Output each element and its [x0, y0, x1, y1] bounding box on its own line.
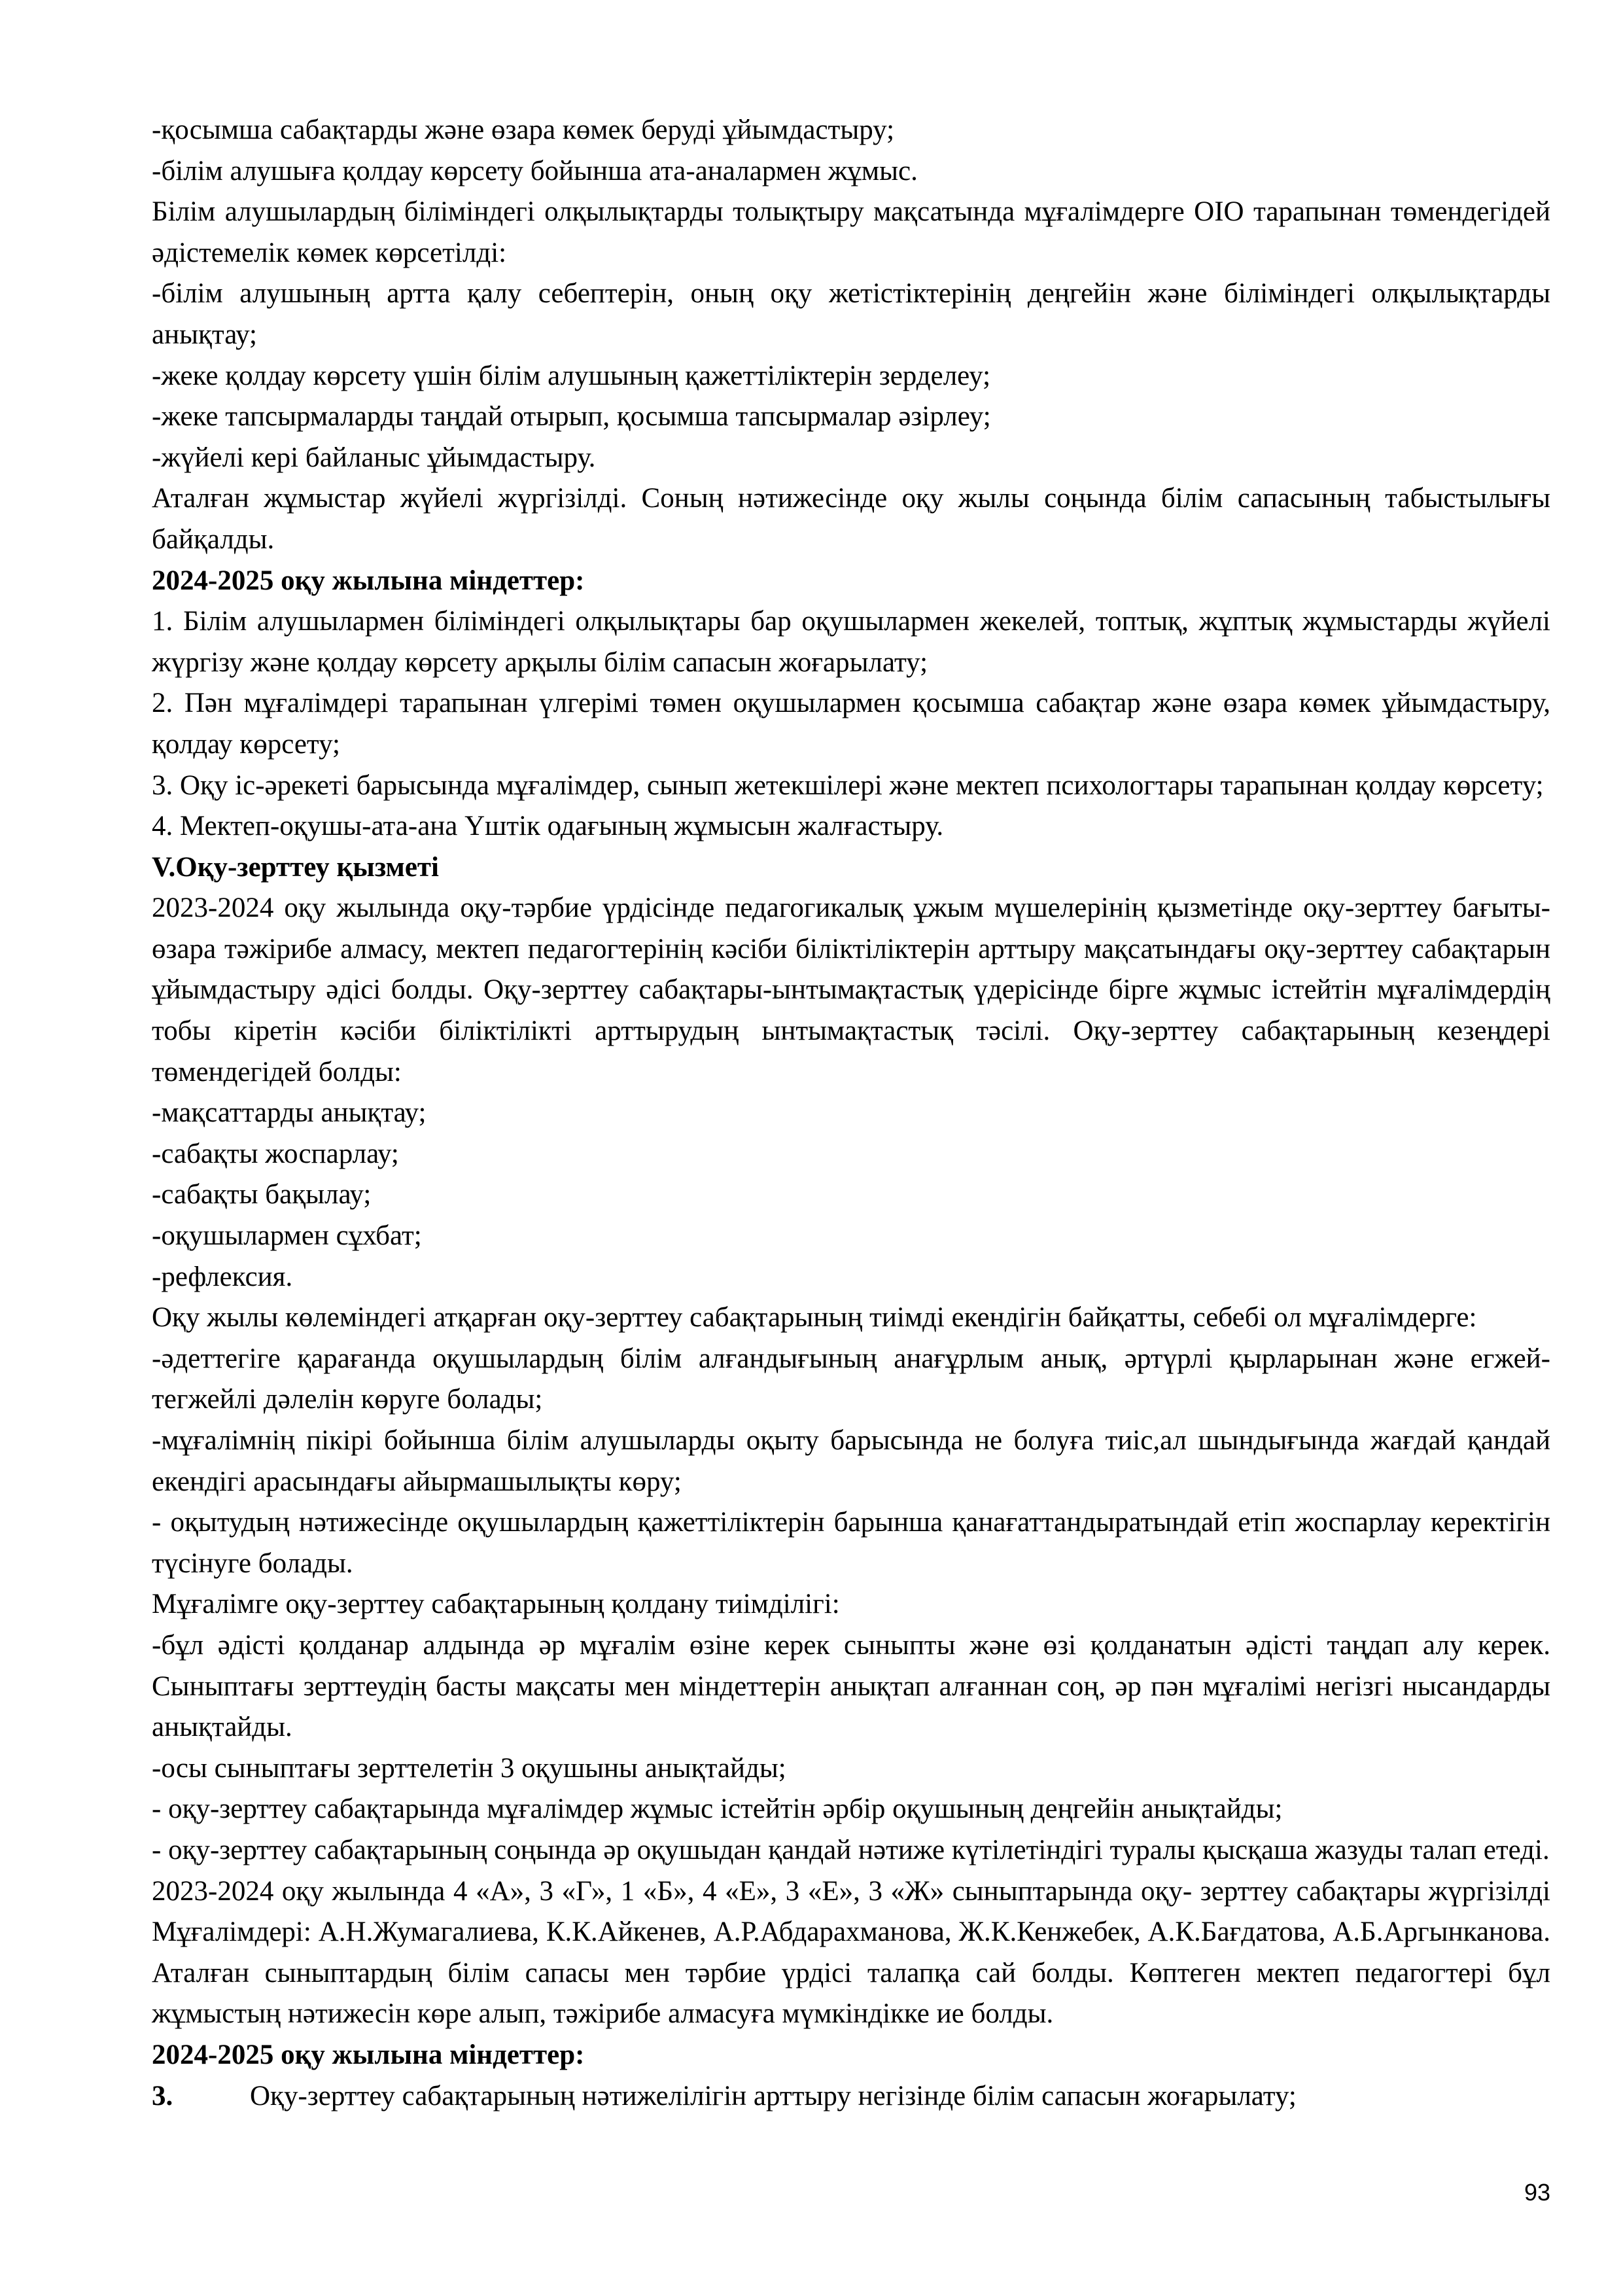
paragraph: Мұғалімге оқу-зерттеу сабақтарының қолдану тиімділігі:	[152, 1589, 840, 1620]
task-item: 1. Білім алушылармен біліміндегі олқылықтары бар оқушылармен жекелей, топтық, жұптық жұмыстарды жүйелі жүргізу және қолдау көрсету арқылы білім сапасын жоғарылату;	[152, 606, 1550, 678]
bullet-item: -мұғалімнің пікірі бойынша білім алушыларды оқыту барысында не болуға тиіс,ал шындығында жағдай қандай екендігі арасындағы айырмашылықты көру;	[152, 1425, 1550, 1497]
paragraph: 2023-2024 оқу жылында оқу-тәрбие үрдісінде педагогикалық ұжым мүшелерінің қызметінде оқу-зерттеу бағыты-өзара тәжірибе алмасу, мектеп педагогтерінің кәсіби біліктіліктерін арттыру мақсатындағы оқу-зерттеу сабақтарын ұйымдастыру әдісі болды. Оқу-зерттеу сабақтары-ынтымақтастық үдерісінде бірге жұмыс істейтін мұғалімдердің тобы кіретін кәсіби біліктілікті арттырудың ынтымақтастық тәсілі. Оқу-зерттеу сабақтарының кезеңдері төмендегідей болды:	[152, 892, 1550, 1087]
bullet-item: -бұл әдісті қолданар алдында әр мұғалім өзіне керек сыныпты және өзі қолданатын әдісті таңдап алу керек. Сыныптағы зерттеудің басты мақсаты мен міндеттерін анықтап алғаннан соң, әр пән мұғалімі негізгі нысандарды анықтайды.	[152, 1629, 1550, 1743]
bullet-item: -мақсаттарды анықтау;	[152, 1097, 427, 1129]
paragraph: Оқу жылы көлеміндегі атқарған оқу-зерттеу сабақтарының тиімді екендігін байқатты, себебі ол мұғалімдерге:	[152, 1302, 1477, 1333]
bullet-item: -осы сыныптағы зерттелетін 3 оқушыны анықтайды;	[152, 1752, 786, 1784]
bullet-item: -қосымша сабақтарды және өзара көмек беруді ұйымдастыру;	[152, 115, 895, 145]
paragraph: Білім алушылардың біліміндегі олқылықтарды толықтыру мақсатында мұғалімдерге ОІО тарапынан төмендегідей әдістемелік көмек көрсетілді:	[152, 196, 1550, 268]
bullet-item: -оқушылармен сұхбат;	[152, 1220, 422, 1252]
bullet-item: -білім алушыға қолдау көрсету бойынша ата-аналармен жұмыс.	[152, 155, 918, 186]
task-item: 4. Мектеп-оқушы-ата-ана Үштік одағының жұмысын жалғастыру.	[152, 811, 944, 842]
paragraph: Аталған жұмыстар жүйелі жүргізілді. Соның нәтижесінде оқу жылы соңында білім сапасының табыстылығы байқалды.	[152, 483, 1550, 555]
bullet-item: -білім алушының артта қалу себептерін, оның оқу жетістіктерінің деңгейін және біліміндегі олқылықтарды анықтау;	[152, 278, 1550, 350]
page-number: 93	[1524, 2179, 1550, 2206]
bullet-item: -сабақты бақылау;	[152, 1179, 372, 1210]
bullet-item: -жүйелі кері байланыс ұйымдастыру.	[152, 442, 596, 473]
bullet-item: -жеке қолдау көрсету үшін білім алушының қажеттіліктерін зерделеу;	[152, 360, 991, 391]
section-heading: 2024-2025 оқу жылына міндеттер:	[152, 565, 585, 596]
task-item: 3. Оқу іс-әрекеті барысында мұғалімдер, сынып жетекшілері және мектеп психологтары тарапынан қолдау көрсету;	[152, 769, 1544, 801]
paragraph: 2023-2024 оқу жылында 4 «А», 3 «Г», 1 «Б», 4 «Е», 3 «Е», 3 «Ж» сыныптарында оқу- зерттеу сабақтары жүргізілді Мұғалімдері: А.Н.Жумагалиева, К.К.Айкенев, А.Р.Абдарахманова, Ж.К.Кенжебек, А.К.Бағдатова, А.Б.Аргынканова. Аталған сыныптардың білім сапасы мен тәрбие үрдісі талапқа сай болды. Көптеген мектеп педагогтері бұл жұмыстың нәтижесін көре алып, тәжірибе алмасуға мүмкіндікке ие болды.	[152, 1875, 1550, 2030]
bullet-item: - оқытудың нәтижесінде оқушылардың қажеттіліктерін барынша қанағаттандыратындай етіп жоспарлау керектігін түсінуге болады.	[152, 1507, 1550, 1579]
task-text: Оқу-зерттеу сабақтарының нәтижелілігін арттыру негізінде білім сапасын жоғарылату;	[250, 2080, 1297, 2111]
document-body	[152, 110, 1550, 2117]
task-number: 3.	[152, 2080, 173, 2111]
bullet-item: -әдеттегіге қарағанда оқушылардың білім алғандығының анағұрлым анық, әртүрлі қырларынан және егжей-тегжейлі дәлелін көруге болады;	[152, 1343, 1550, 1415]
bullet-item: -сабақты жоспарлау;	[152, 1138, 399, 1169]
bullet-item: -рефлексия.	[152, 1261, 293, 1292]
bullet-item: -жеке тапсырмаларды таңдай отырып, қосымша тапсырмалар әзірлеу;	[152, 401, 991, 433]
task-item: 2. Пән мұғалімдері тарапынан үлгерімі төмен оқушылармен қосымша сабақтар және өзара көмек ұйымдастыру, қолдау көрсету;	[152, 688, 1550, 760]
section-heading: 2024-2025 оқу жылына міндеттер:	[152, 2039, 585, 2070]
bullet-item: - оқу-зерттеу сабақтарының соңында әр оқушыдан қандай нәтиже күтілетіндігі туралы қысқаша жазуды талап етеді.	[152, 1834, 1550, 1865]
chapter-heading: V.Оқу-зерттеу қызметі	[152, 851, 439, 883]
bullet-item: - оқу-зерттеу сабақтарында мұғалімдер жұмыс істейтін әрбір оқушының деңгейін анықтайды;	[152, 1793, 1283, 1825]
numbered-task	[152, 2076, 1550, 2117]
